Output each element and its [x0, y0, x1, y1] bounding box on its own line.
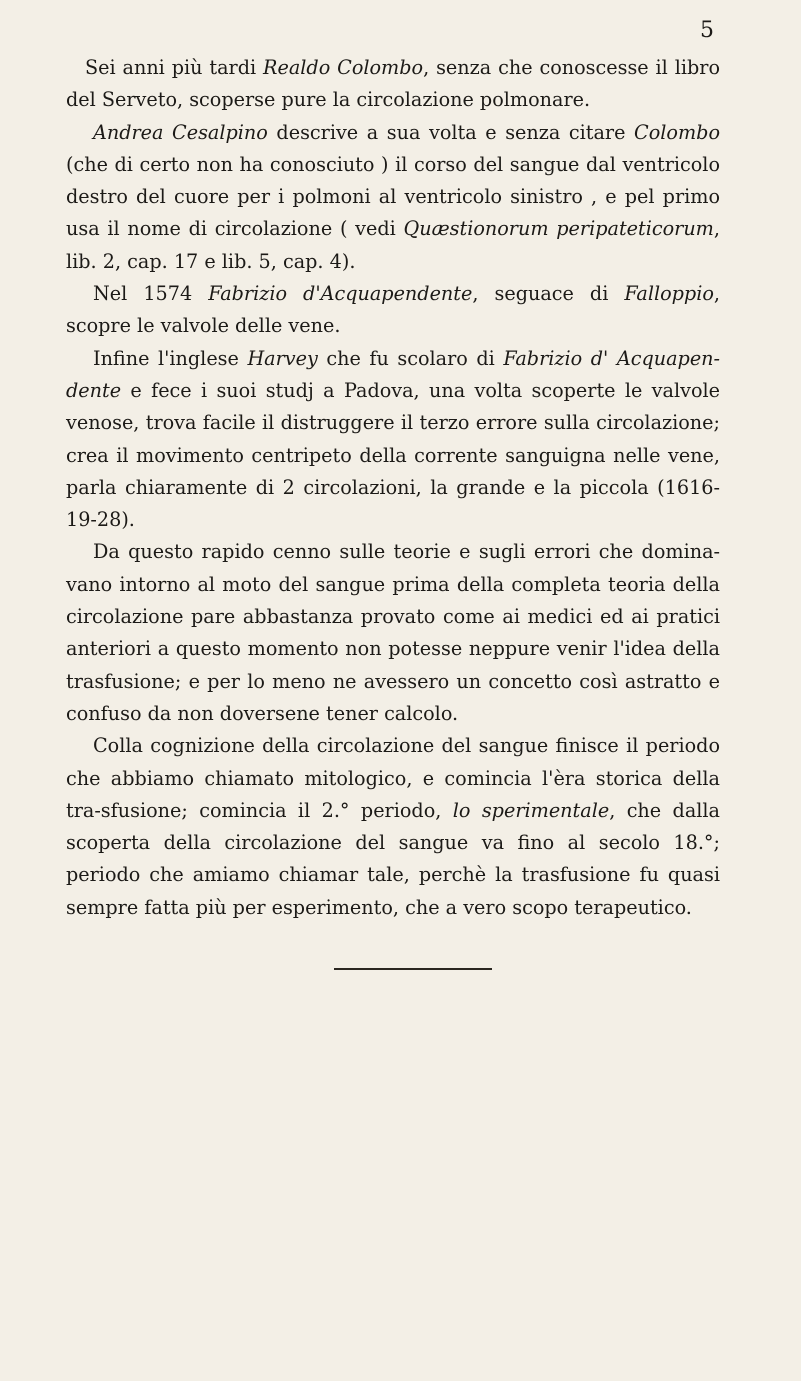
section-end-rule [334, 968, 492, 970]
italic-name: Andrea Cesalpino [93, 120, 268, 144]
text-run: Infine l'inglese [93, 346, 248, 370]
text-run: e fece i suoi studj a Padova, una volta scoperte le valvole venose, trova facile il distruggere il terzo errore sulla circolazione; crea il movimento centripeto della corrente sanguigna nelle vene, parla chiaramente di 2 circolazioni, la grande e la piccola (1616-19-28). [66, 378, 720, 532]
body-text [66, 52, 720, 924]
text-run: , scopre le valvole delle vene. [66, 282, 721, 338]
text-run: descrive a sua volta e senza citare [267, 120, 635, 144]
italic-name: Falloppio [624, 282, 714, 306]
text-run: , seguace di [472, 282, 625, 306]
paragraph [66, 730, 720, 924]
paragraph [66, 117, 720, 278]
italic-name: Colombo [634, 120, 720, 144]
italic-title: Quæstionorum peripateticorum [403, 217, 714, 241]
italic-name: Fabrizio d'Acquapendente [208, 282, 473, 306]
text-run: , che dalla scoperta della circolazione del sangue va fino al secolo 18.°; periodo che amiamo chiamar tale, perchè la trasfusione fu quasi sempre fatta più per esperimento, che a vero scopo terapeutico. [66, 798, 720, 919]
italic-name: Fabrizio d' Acquapen-dente [66, 346, 721, 402]
text-run: Sei anni più tardi [85, 56, 264, 79]
italic-name: Realdo Colombo [263, 56, 424, 79]
text-run: Nel 1574 [93, 282, 209, 306]
paragraph [66, 343, 720, 537]
paragraph [66, 52, 720, 117]
text-run: (che di certo non ha conosciuto ) il corso del sangue dal ventricolo destro del cuore per i polmoni al ventricolo sinistro , e pel primo usa il nome di circolazione ( vedi [66, 152, 720, 241]
italic-term: lo sperimentale [452, 798, 610, 822]
text-run: Colla cognizione della circolazione del sangue finisce il periodo che abbiamo chiamato mitologico, e comincia l'èra storica della tra-sfusione; comincia il 2.° periodo, [66, 734, 720, 822]
paragraph [66, 536, 720, 730]
text-run: che fu scolaro di [317, 346, 504, 370]
paragraph [66, 278, 720, 343]
italic-name: Harvey [247, 346, 318, 370]
text-run: Da questo rapido cenno sulle teorie e sugli errori che domina-vano intorno al moto del sangue prima della completa teoria della circolazione pare abbastanza provato come ai medici ed ai pratici anteriori a questo momento non potesse neppure venir l'idea della trasfusione; e per lo meno ne avessero un concetto così astratto e confuso da non doversene tener calcolo. [66, 540, 720, 725]
page-number: 5 [700, 18, 714, 43]
text-run: , senza che conoscesse il libro del Serveto, scoperse pure la circolazione polmonare. [66, 56, 720, 112]
text-run: , lib. 2, cap. 17 e lib. 5, cap. 4). [66, 217, 720, 273]
